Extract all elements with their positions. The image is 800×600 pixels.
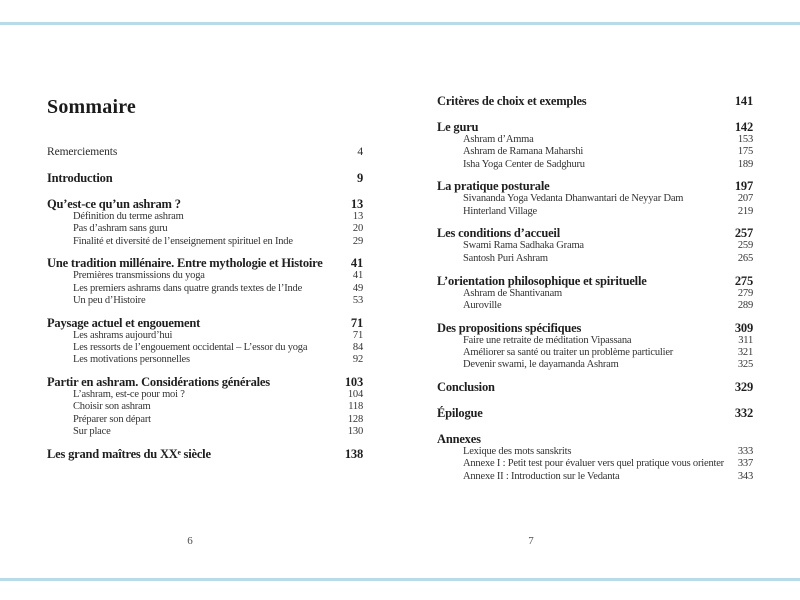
- toc-entry-page-number: 41: [350, 256, 363, 271]
- toc-entry: [437, 95, 753, 108]
- toc-entry-page-number: 49: [352, 282, 363, 294]
- toc-entry-page-number: 41: [352, 270, 363, 282]
- toc-entry: [437, 121, 753, 134]
- toc-entry-page-number: 333: [737, 446, 753, 458]
- toc-entry: [47, 172, 363, 185]
- toc-entry-label: Les premiers ashrams dans quatre grands textes de l’Inde: [73, 282, 303, 294]
- toc-entry: [47, 257, 363, 270]
- toc-entry: [437, 359, 753, 371]
- toc-entry: [47, 295, 363, 307]
- toc-entry-label: Annexe I : Petit test pour évaluer vers quel pratique vous orienter: [463, 458, 724, 470]
- toc-entry-page-number: 9: [356, 171, 363, 185]
- top-border-line: [0, 22, 800, 25]
- folio-left: 6: [187, 535, 193, 547]
- toc-section: [437, 407, 753, 420]
- toc-entry-page-number: 332: [734, 406, 753, 421]
- toc-entry: [47, 198, 363, 211]
- toc-section: [47, 448, 363, 461]
- toc-entry-label: Premières transmissions du yoga: [73, 270, 205, 282]
- toc-entry-page-number: 289: [737, 299, 753, 311]
- toc-entry-page-number: 141: [734, 94, 753, 108]
- toc-entry: [437, 253, 753, 265]
- toc-entry: [437, 288, 753, 300]
- toc-entry: [437, 347, 753, 359]
- toc-section: [47, 198, 363, 248]
- toc-entry-label: Pas d’ashram sans guru: [73, 223, 168, 235]
- toc-entry-label: Sur place: [73, 426, 111, 438]
- toc-entry-page-number: 103: [344, 375, 363, 390]
- toc-section: [437, 322, 753, 372]
- toc-entry: [437, 381, 753, 394]
- toc-entry: [437, 446, 753, 458]
- toc-entry: [47, 317, 363, 330]
- toc-entry-page-number: 275: [734, 273, 753, 288]
- toc-entry-label: Une tradition millénaire. Entre mythologie et Histoire: [47, 256, 323, 271]
- toc-entry: [47, 342, 363, 354]
- toc-entry: [47, 401, 363, 413]
- toc-entry: [47, 389, 363, 401]
- toc-entry-label: Ashram de Ramana Maharshi: [463, 146, 584, 158]
- toc-entry-label: Hinterland Village: [463, 205, 538, 217]
- toc-entry-label: Critères de choix et exemples: [437, 94, 587, 108]
- toc-entry-page-number: 343: [737, 470, 753, 482]
- toc-entry: [437, 227, 753, 240]
- toc-section: [47, 257, 363, 307]
- toc-entry-page-number: 219: [737, 205, 753, 217]
- toc-page-left: [47, 95, 363, 474]
- toc-entry: [437, 322, 753, 335]
- toc-entry: [437, 275, 753, 288]
- toc-title: Sommaire: [47, 96, 136, 118]
- toc-entry-label: L’orientation philosophique et spirituelle: [437, 273, 647, 288]
- toc-entry-page-number: 329: [734, 380, 753, 395]
- toc-entry-label: Isha Yoga Center de Sadghuru: [463, 158, 585, 170]
- toc-entry-page-number: 138: [344, 446, 363, 461]
- toc-entry-page-number: 189: [737, 158, 753, 170]
- toc-entry-page-number: 4: [357, 146, 363, 158]
- toc-entry: [47, 283, 363, 295]
- toc-entry: [47, 330, 363, 342]
- toc-entry: [437, 146, 753, 158]
- toc-entry: [437, 206, 753, 218]
- toc-entry-label: Annexes: [437, 432, 481, 447]
- toc-entry-page-number: 92: [352, 354, 363, 366]
- toc-entry: [47, 376, 363, 389]
- toc-entry: [47, 270, 363, 282]
- toc-entry: [437, 471, 753, 483]
- toc-entry: [47, 354, 363, 366]
- bottom-border-line: [0, 578, 800, 581]
- toc-entry-label: Devenir swami, le dayamanda Ashram: [463, 359, 619, 371]
- toc-entry: [47, 426, 363, 438]
- toc-entry: [47, 223, 363, 235]
- toc-entry: [437, 180, 753, 193]
- toc-entry-label: Auroville: [463, 299, 502, 311]
- toc-entry-page-number: 71: [352, 329, 363, 341]
- toc-entry: [47, 414, 363, 426]
- toc-entry-label: L’ashram, est-ce pour moi ?: [73, 389, 185, 401]
- toc-entry-page-number: 309: [734, 320, 753, 335]
- toc-entry-page-number: 265: [737, 252, 753, 264]
- toc-entry: [437, 193, 753, 205]
- toc-entry-page-number: 71: [350, 315, 363, 330]
- toc-section: [437, 433, 753, 483]
- toc-entry: [47, 211, 363, 223]
- toc-entry-label: Les ashrams aujourd’hui: [73, 329, 173, 341]
- toc-entry-label: Lexique des mots sanskrits: [463, 446, 572, 458]
- toc-entry-label: Ashram d’Amma: [463, 134, 534, 145]
- toc-entry-page-number: 279: [737, 287, 753, 299]
- toc-section: [47, 376, 363, 438]
- toc-entry-label: Des propositions spécifiques: [437, 320, 582, 335]
- toc-entry-label: Les grand maîtres du XXᵉ siècle: [47, 446, 211, 461]
- toc-entry: [47, 236, 363, 248]
- toc-section: [437, 227, 753, 265]
- toc-entry-page-number: 128: [347, 413, 363, 425]
- toc-entry: [437, 335, 753, 347]
- toc-entry-label: Qu’est-ce qu’un ashram ?: [47, 197, 181, 211]
- toc-entry-page-number: 337: [737, 458, 753, 470]
- toc-entry-label: Conclusion: [437, 380, 495, 395]
- toc-entry-page-number: 130: [347, 426, 363, 438]
- toc-entry: [437, 458, 753, 470]
- toc-section: [437, 121, 753, 171]
- toc-entry-label: Les ressorts de l’engouement occidental – L’essor du yoga: [73, 342, 308, 354]
- toc-entry-label: Annexe II : Introduction sur le Vedanta: [463, 470, 620, 482]
- toc-entry-page-number: 257: [734, 226, 753, 241]
- toc-entry-label: Les motivations personnelles: [73, 354, 190, 366]
- toc-entry-page-number: 13: [350, 197, 363, 211]
- toc-entry-label: Le guru: [437, 120, 479, 134]
- toc-entry-label: Ashram de Shantivanam: [463, 287, 563, 299]
- toc-section: [47, 146, 363, 159]
- toc-entry: [47, 146, 363, 159]
- toc-entry-label: Les conditions d’accueil: [437, 226, 560, 241]
- toc-entry-label: Swami Rama Sadhaka Grama: [463, 240, 584, 252]
- toc-entry-label: Un peu d’Histoire: [73, 294, 146, 306]
- toc-entry-label: Choisir son ashram: [73, 401, 151, 413]
- toc-entry-page-number: 104: [347, 389, 363, 401]
- toc-entry-page-number: 13: [352, 211, 363, 222]
- toc-section: [437, 95, 753, 108]
- toc-entry-label: Paysage actuel et engouement: [47, 315, 201, 330]
- folio-right: 7: [528, 535, 534, 547]
- toc-entry: [437, 433, 753, 446]
- toc-entry-page-number: 84: [352, 342, 363, 354]
- toc-entry-page-number: 142: [734, 120, 753, 134]
- toc-entry-page-number: 29: [352, 235, 363, 247]
- toc-entry-page-number: 118: [348, 401, 363, 413]
- toc-entry-page-number: 207: [737, 193, 753, 205]
- toc-entry-label: Remerciements: [47, 146, 118, 158]
- toc-entry-label: Finalité et diversité de l’enseignement spirituel en Inde: [73, 235, 293, 247]
- toc-entry-label: Santosh Puri Ashram: [463, 252, 548, 264]
- toc-entry-label: Partir en ashram. Considérations générales: [47, 375, 270, 390]
- toc-entry-label: La pratique posturale: [437, 179, 550, 194]
- toc-section: [437, 180, 753, 218]
- toc-entry-page-number: 321: [737, 346, 753, 358]
- toc-entry-page-number: 20: [352, 223, 363, 235]
- toc-entry-label: Faire une retraite de méditation Vipassana: [463, 334, 632, 346]
- toc-entry: [47, 448, 363, 461]
- toc-entry: [437, 240, 753, 252]
- toc-entry: [437, 300, 753, 312]
- toc-section: [47, 172, 363, 185]
- toc-entry: [437, 407, 753, 420]
- toc-entry-page-number: 175: [737, 146, 753, 158]
- toc-entry-label: Améliorer sa santé ou traiter un problème particulier: [463, 346, 674, 358]
- toc-section: [47, 317, 363, 367]
- toc-entry-page-number: 197: [734, 179, 753, 194]
- toc-entry-label: Introduction: [47, 171, 113, 185]
- toc-entry: [437, 159, 753, 171]
- toc-page-right: [437, 95, 753, 492]
- toc-entry-label: Épilogue: [437, 406, 483, 421]
- toc-entry: [437, 134, 753, 146]
- toc-entry-label: Définition du terme ashram: [73, 211, 184, 222]
- toc-entry-page-number: 311: [738, 334, 753, 346]
- toc-entry-label: Sivananda Yoga Vedanta Dhanwantari de Neyyar Dam: [463, 193, 684, 205]
- toc-entry-page-number: 53: [352, 294, 363, 306]
- toc-entry-page-number: 259: [737, 240, 753, 252]
- toc-section: [437, 275, 753, 313]
- toc-entry-page-number: 153: [737, 134, 753, 145]
- toc-entry-page-number: 325: [737, 359, 753, 371]
- toc-entry-label: Préparer son départ: [73, 413, 151, 425]
- toc-section: [437, 381, 753, 394]
